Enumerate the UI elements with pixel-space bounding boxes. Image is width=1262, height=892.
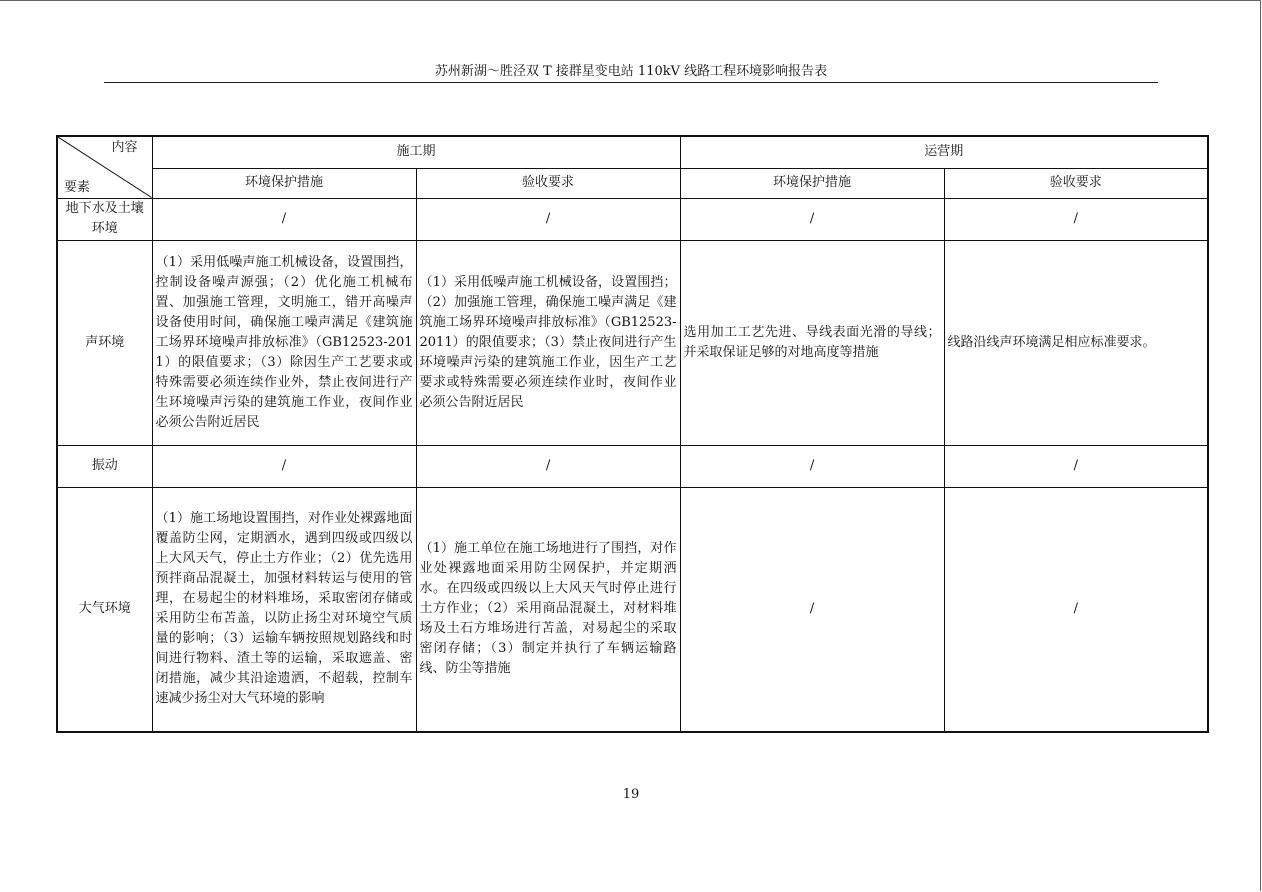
table-row (57, 198, 1208, 240)
corner-label-element: 要素 (64, 179, 91, 195)
table-cell: （1）施工单位在施工场地进行了围挡，对作业处裸露地面采用防尘网保护，并定期洒水。在四级或四级以上大风天气时停止进行土方作业；（2）采用商品混凝土，对材料堆场及土石方堆场进行苫盖，对易起尘的采取密闭存储；（3）制定并执行了车辆运输路线、防尘等措施 (416, 487, 680, 732)
table-cell: 线路沿线声环境满足相应标准要求。 (944, 240, 1208, 445)
table-row (57, 487, 1208, 732)
table-cell: / (416, 445, 680, 487)
row-element-label: 大气环境 (57, 487, 152, 732)
environmental-measures-table (56, 135, 1209, 733)
corner-header-cell (57, 136, 152, 198)
row-element-label: 振动 (57, 445, 152, 487)
phase-header-operation: 运营期 (680, 136, 1208, 168)
table-header-row-subheaders (57, 168, 1208, 198)
table-cell: / (680, 198, 944, 240)
subheader-operation-acceptance: 验收要求 (944, 168, 1208, 198)
subheader-construction-measures: 环境保护措施 (152, 168, 416, 198)
page-number: 19 (622, 787, 640, 802)
page-header-title: 苏州新湖～胜泾双 T 接群星变电站 110kV 线路工程环境影响报告表 (434, 64, 828, 79)
table-cell: （1）采用低噪声施工机械设备，设置围挡；（2）加强施工管理，确保施工噪声满足《建筑施工场界环境噪声排放标准》（GB12523-2011）的限值要求；（3）禁止夜间进行产生环境噪声污染的建筑施工作业，因生产工艺要求或特殊需要必须连续作业时，夜间作业必须公告附近居民 (416, 240, 680, 445)
row-element-label: 声环境 (57, 240, 152, 445)
phase-header-construction: 施工期 (152, 136, 680, 168)
table-cell: 选用加工工艺先进、导线表面光滑的导线；并采取保证足够的对地高度等措施 (680, 240, 944, 445)
table-row (57, 445, 1208, 487)
subheader-construction-acceptance: 验收要求 (416, 168, 680, 198)
table-cell: / (944, 445, 1208, 487)
table-cell: / (680, 445, 944, 487)
table-cell: / (680, 487, 944, 732)
subheader-operation-measures: 环境保护措施 (680, 168, 944, 198)
table-cell: / (416, 198, 680, 240)
corner-label-content: 内容 (111, 140, 138, 155)
table-cell: / (944, 198, 1208, 240)
table-cell: / (152, 198, 416, 240)
row-element-label: 地下水及土壤环境 (57, 198, 152, 240)
table-cell: （1）施工场地设置围挡，对作业处裸露地面覆盖防尘网，定期洒水，遇到四级或四级以上大风天气，停止土方作业；（2）优先选用预拌商品混凝土，加强材料转运与使用的管理，在易起尘的材料堆场，采取密闭存储或采用防尘布苫盖，以防止扬尘对环境空气质量的影响；（3）运输车辆按照规划路线和时间进行物料、渣土等的运输，采取遮盖、密闭措施，减少其沿途遗洒，不超载，控制车速减少扬尘对大气环境的影响 (152, 487, 416, 732)
table-cell: / (152, 445, 416, 487)
table-row (57, 240, 1208, 445)
table-header-row-phases (57, 136, 1208, 168)
header-rule (104, 82, 1158, 83)
table-cell: / (944, 487, 1208, 732)
table-cell: （1）采用低噪声施工机械设备，设置围挡，控制设备噪声源强；（2）优化施工机械布置、加强施工管理，文明施工，错开高噪声设备使用时间，确保施工噪声满足《建筑施工场界环境噪声排放标准》（GB12523-2011）的限值要求；（3）除因生产工艺要求或特殊需要必须连续作业外，禁止夜间进行产生环境噪声污染的建筑施工作业，夜间作业必须公告附近居民 (152, 240, 416, 445)
